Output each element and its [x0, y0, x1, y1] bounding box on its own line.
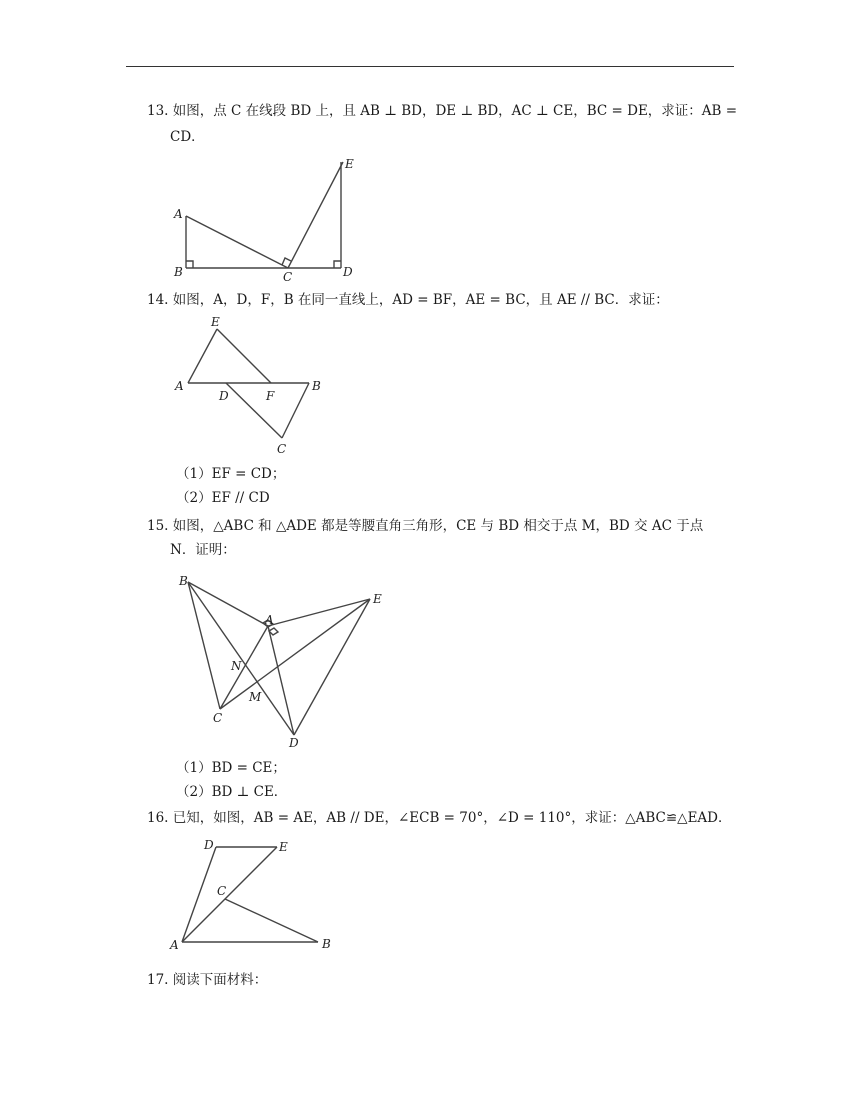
- q16-segment-da: [182, 847, 216, 942]
- q15-segment-bc: [188, 582, 220, 709]
- q15-segment-ae: [268, 599, 370, 626]
- q14-figure: [170, 312, 330, 457]
- q14-segment-ef: [217, 329, 271, 383]
- q13-label-c: C: [283, 270, 293, 284]
- q14-label-e: E: [211, 315, 220, 329]
- q15-label-a: A: [265, 613, 274, 627]
- q16-label-b: B: [322, 937, 331, 951]
- q13-text-line1: 13. 如图，点 C 在线段 BD 上，且 AB ⊥ BD，DE ⊥ BD，AC ⊥ CE，BC = DE，求证：AB =: [147, 103, 738, 119]
- q14-part2: （2）EF // CD: [176, 490, 270, 506]
- q14-label-b: B: [312, 379, 321, 393]
- q16-label-e: E: [279, 840, 288, 854]
- q13-label-a: A: [174, 207, 183, 221]
- q15-text-line1: 15. 如图，△ABC 和 △ADE 都是等腰直角三角形，CE 与 BD 相交于点 M，BD 交 AC 于点: [147, 518, 704, 534]
- q15-label-e: E: [373, 592, 382, 606]
- q15-segment-ad: [268, 626, 294, 735]
- q16-figure: [165, 832, 345, 957]
- q17-text-line1: 17. 阅读下面材料：: [147, 972, 268, 988]
- q16-label-a: A: [170, 938, 179, 952]
- q14-segment-cb: [282, 383, 309, 438]
- q15-figure: [170, 568, 400, 753]
- q14-text-line1: 14. 如图，A，D，F，B 在同一直线上，AD = BF，AE = BC，且 AE // BC．求证：: [147, 292, 669, 308]
- q15-segment-ba: [188, 582, 268, 626]
- q16-segment-cb: [225, 899, 318, 942]
- q15-part1: （1）BD = CE；: [176, 760, 286, 776]
- q15-part2: （2）BD ⊥ CE．: [176, 784, 288, 800]
- q15-label-c: C: [213, 711, 223, 725]
- q14-label-a: A: [175, 379, 184, 393]
- q13-figure: [160, 150, 370, 285]
- q13-label-e: E: [345, 157, 354, 171]
- q13-right-angle-b: [186, 261, 193, 268]
- q15-label-b: B: [179, 574, 188, 588]
- q13-text-line2: CD．: [170, 129, 205, 145]
- header-rule: [126, 66, 734, 67]
- q16-label-c: C: [217, 884, 227, 898]
- q15-segment-ec: [220, 599, 370, 709]
- q13-label-b: B: [174, 265, 183, 279]
- q16-label-d: D: [204, 838, 214, 852]
- q15-label-m: M: [249, 690, 262, 704]
- q15-text-line2: N．证明：: [170, 542, 236, 558]
- q14-label-f: F: [266, 389, 275, 403]
- q14-label-c: C: [277, 442, 287, 456]
- q15-label-n: N: [231, 659, 242, 673]
- q16-text-line1: 16. 已知，如图，AB = AE，AB // DE，∠ECB = 70°，∠D = 110°，求证：△ABC≌△EAD．: [147, 810, 732, 826]
- q14-segment-ae: [188, 329, 217, 383]
- q14-label-d: D: [219, 389, 229, 403]
- q14-part1: （1）EF = CD；: [176, 466, 286, 482]
- q15-label-d: D: [289, 736, 299, 750]
- q15-segment-ed: [294, 599, 370, 735]
- q13-label-d: D: [343, 265, 353, 279]
- q13-segment-ac: [186, 216, 288, 268]
- q13-segment-ce: [288, 162, 343, 268]
- q13-right-angle-d: [334, 261, 341, 268]
- q16-segment-ea: [182, 847, 277, 942]
